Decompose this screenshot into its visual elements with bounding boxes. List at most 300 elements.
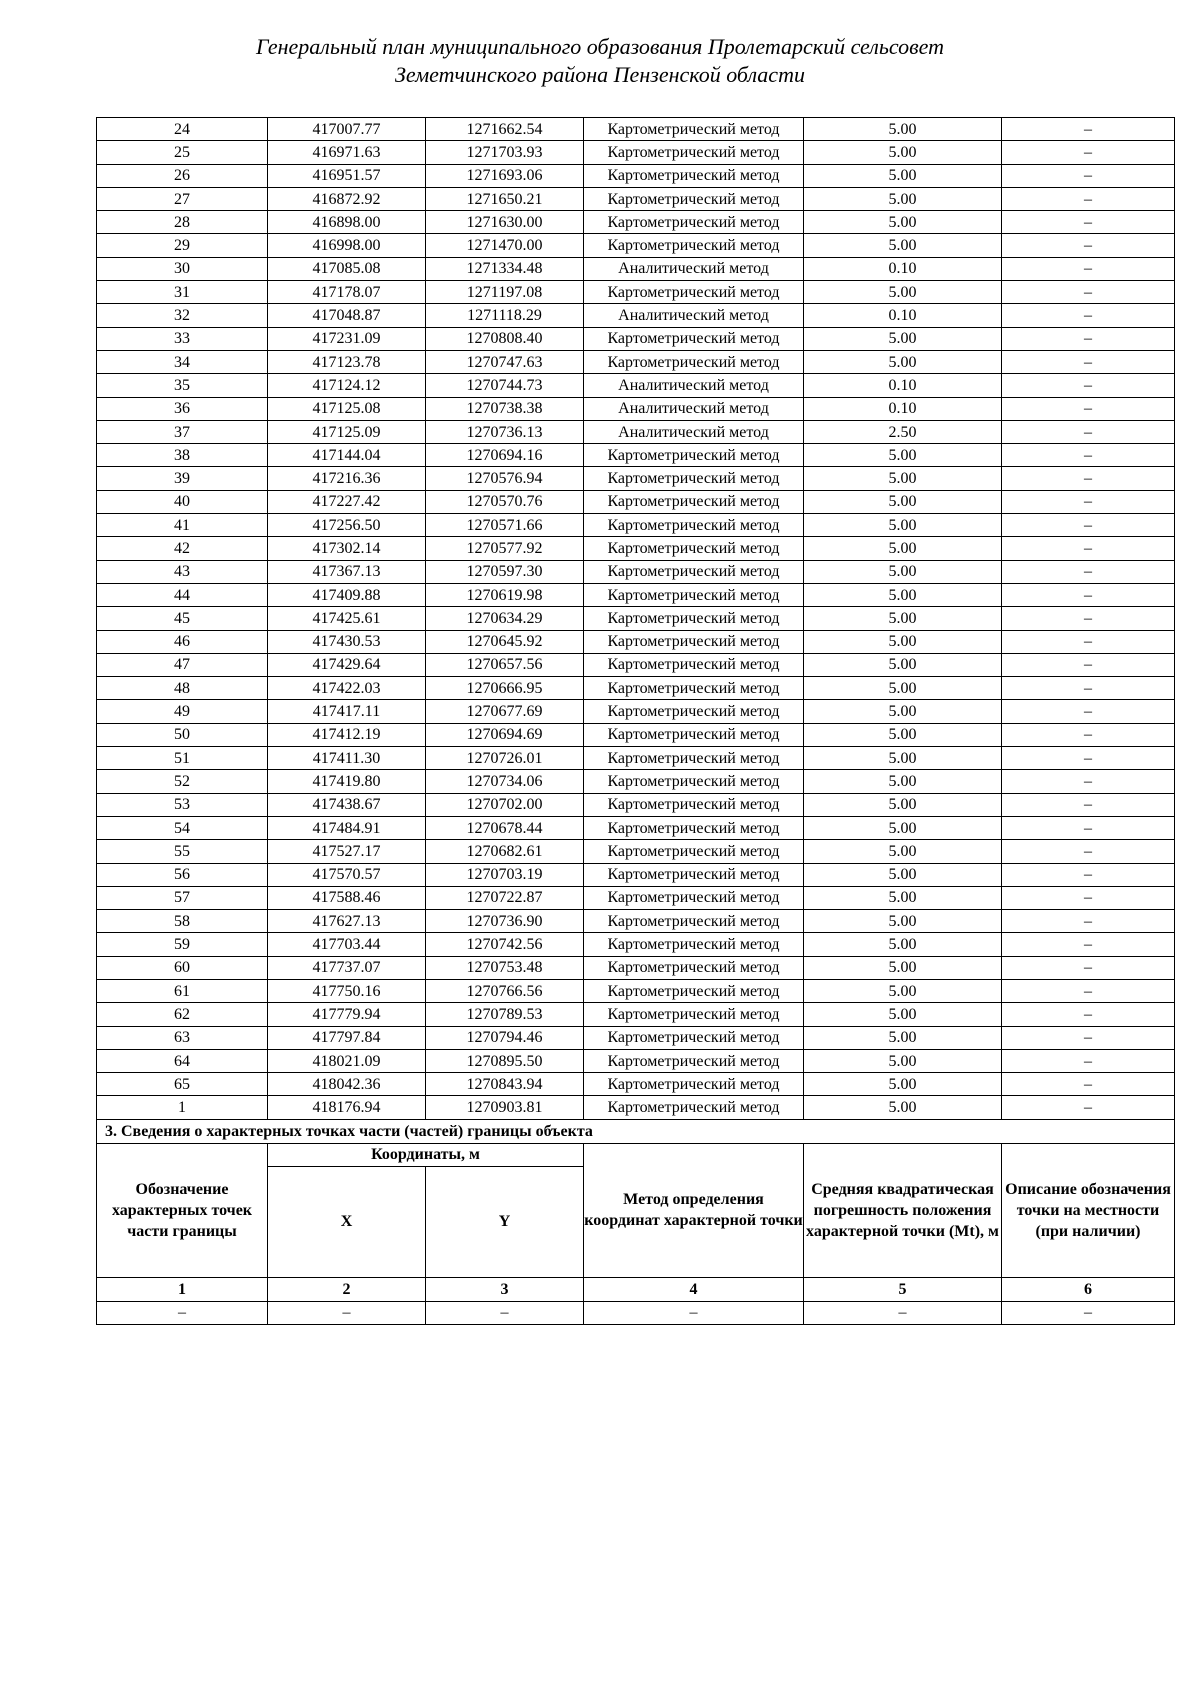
point-number-cell: 31	[97, 281, 268, 304]
method-cell: Картометрический метод	[584, 514, 804, 537]
method-cell: Картометрический метод	[584, 211, 804, 234]
description-cell: –	[1002, 164, 1175, 187]
x-coordinate-cell: 417256.50	[268, 514, 426, 537]
description-cell: –	[1002, 234, 1175, 257]
y-coordinate-cell: 1270576.94	[426, 467, 584, 490]
point-number-cell: 43	[97, 560, 268, 583]
mean-error-cell: 5.00	[804, 979, 1002, 1002]
y-coordinate-cell: 1270682.61	[426, 840, 584, 863]
table-row	[97, 211, 1175, 234]
point-number-cell: 40	[97, 490, 268, 513]
point-number-cell: 60	[97, 956, 268, 979]
point-number-cell: 24	[97, 118, 268, 141]
mean-error-cell: 5.00	[804, 653, 1002, 676]
mean-error-cell: 5.00	[804, 560, 1002, 583]
y-coordinate-cell: 1271703.93	[426, 141, 584, 164]
column-number: 2	[268, 1277, 426, 1301]
x-coordinate-cell: 416872.92	[268, 187, 426, 210]
description-cell: –	[1002, 677, 1175, 700]
description-cell: –	[1002, 979, 1175, 1002]
table-row	[97, 677, 1175, 700]
y-coordinate-cell: 1270619.98	[426, 583, 584, 606]
x-coordinate-cell: 417125.08	[268, 397, 426, 420]
x-coordinate-cell: 416998.00	[268, 234, 426, 257]
x-coordinate-cell: 416898.00	[268, 211, 426, 234]
point-number-cell: 56	[97, 863, 268, 886]
mean-error-cell: 0.10	[804, 257, 1002, 280]
method-cell: Картометрический метод	[584, 793, 804, 816]
x-coordinate-cell: 417438.67	[268, 793, 426, 816]
x-coordinate-cell: 417007.77	[268, 118, 426, 141]
method-cell: Картометрический метод	[584, 653, 804, 676]
method-cell: Картометрический метод	[584, 1073, 804, 1096]
mean-error-cell: 5.00	[804, 211, 1002, 234]
y-coordinate-cell: 1270736.90	[426, 910, 584, 933]
method-cell: Картометрический метод	[584, 444, 804, 467]
table-row	[97, 979, 1175, 1002]
y-coordinate-cell: 1271118.29	[426, 304, 584, 327]
method-cell: Картометрический метод	[584, 141, 804, 164]
table-row	[97, 770, 1175, 793]
description-cell: –	[1002, 723, 1175, 746]
method-cell: Аналитический метод	[584, 257, 804, 280]
point-number-cell: 33	[97, 327, 268, 350]
y-coordinate-cell: 1270570.76	[426, 490, 584, 513]
point-number-cell: 54	[97, 816, 268, 839]
method-cell: Картометрический метод	[584, 700, 804, 723]
point-number-cell: 55	[97, 840, 268, 863]
description-cell: –	[1002, 1073, 1175, 1096]
mean-error-cell: 5.00	[804, 234, 1002, 257]
section-3-title: 3. Сведения о характерных точках части (частей) границы объекта	[97, 1119, 1175, 1143]
description-cell: –	[1002, 700, 1175, 723]
description-cell: –	[1002, 1026, 1175, 1049]
mean-error-cell: 5.00	[804, 840, 1002, 863]
empty-cell: –	[1002, 1301, 1175, 1324]
description-cell: –	[1002, 840, 1175, 863]
mean-error-cell: 2.50	[804, 420, 1002, 443]
point-number-cell: 30	[97, 257, 268, 280]
method-cell: Картометрический метод	[584, 1049, 804, 1072]
column-number: 1	[97, 1277, 268, 1301]
table-row	[97, 420, 1175, 443]
mean-error-cell: 5.00	[804, 1026, 1002, 1049]
x-coordinate-cell: 418042.36	[268, 1073, 426, 1096]
description-cell: –	[1002, 514, 1175, 537]
section-3-title-row	[97, 1119, 1175, 1143]
table-row	[97, 514, 1175, 537]
x-coordinate-cell: 417570.57	[268, 863, 426, 886]
x-coordinate-cell: 417737.07	[268, 956, 426, 979]
y-coordinate-cell: 1270766.56	[426, 979, 584, 1002]
description-cell: –	[1002, 1096, 1175, 1119]
x-coordinate-cell: 417227.42	[268, 490, 426, 513]
description-cell: –	[1002, 374, 1175, 397]
x-coordinate-cell: 417411.30	[268, 747, 426, 770]
point-number-cell: 48	[97, 677, 268, 700]
point-number-cell: 49	[97, 700, 268, 723]
x-coordinate-cell: 417125.09	[268, 420, 426, 443]
y-coordinate-cell: 1271630.00	[426, 211, 584, 234]
table-row	[97, 1073, 1175, 1096]
method-cell: Картометрический метод	[584, 910, 804, 933]
header-description: Описание обозначения точки на местности (при наличии)	[1002, 1143, 1175, 1277]
empty-cell: –	[584, 1301, 804, 1324]
x-coordinate-cell: 417588.46	[268, 886, 426, 909]
y-coordinate-cell: 1270726.01	[426, 747, 584, 770]
y-coordinate-cell: 1270744.73	[426, 374, 584, 397]
y-coordinate-cell: 1270736.13	[426, 420, 584, 443]
table-row	[97, 444, 1175, 467]
y-coordinate-cell: 1270677.69	[426, 700, 584, 723]
point-number-cell: 47	[97, 653, 268, 676]
mean-error-cell: 5.00	[804, 1096, 1002, 1119]
method-cell: Картометрический метод	[584, 770, 804, 793]
table-row	[97, 816, 1175, 839]
mean-error-cell: 5.00	[804, 327, 1002, 350]
description-cell: –	[1002, 630, 1175, 653]
description-cell: –	[1002, 420, 1175, 443]
x-coordinate-cell: 416971.63	[268, 141, 426, 164]
point-number-cell: 64	[97, 1049, 268, 1072]
point-number-cell: 44	[97, 583, 268, 606]
y-coordinate-cell: 1270678.44	[426, 816, 584, 839]
x-coordinate-cell: 417750.16	[268, 979, 426, 1002]
y-coordinate-cell: 1270694.69	[426, 723, 584, 746]
method-cell: Картометрический метод	[584, 630, 804, 653]
method-cell: Картометрический метод	[584, 490, 804, 513]
table-row	[97, 700, 1175, 723]
description-cell: –	[1002, 910, 1175, 933]
x-coordinate-cell: 417302.14	[268, 537, 426, 560]
point-number-cell: 58	[97, 910, 268, 933]
mean-error-cell: 5.00	[804, 956, 1002, 979]
header-line-2: Земетчинского района Пензенской области	[395, 62, 805, 87]
mean-error-cell: 5.00	[804, 677, 1002, 700]
empty-cell: –	[97, 1301, 268, 1324]
table-row	[97, 583, 1175, 606]
point-number-cell: 26	[97, 164, 268, 187]
point-number-cell: 65	[97, 1073, 268, 1096]
y-coordinate-cell: 1270895.50	[426, 1049, 584, 1072]
mean-error-cell: 5.00	[804, 1049, 1002, 1072]
method-cell: Картометрический метод	[584, 350, 804, 373]
method-cell: Картометрический метод	[584, 956, 804, 979]
x-coordinate-cell: 417797.84	[268, 1026, 426, 1049]
description-cell: –	[1002, 560, 1175, 583]
mean-error-cell: 5.00	[804, 793, 1002, 816]
method-cell: Аналитический метод	[584, 397, 804, 420]
description-cell: –	[1002, 1049, 1175, 1072]
x-coordinate-cell: 418176.94	[268, 1096, 426, 1119]
description-cell: –	[1002, 863, 1175, 886]
point-number-cell: 28	[97, 211, 268, 234]
point-number-cell: 59	[97, 933, 268, 956]
description-cell: –	[1002, 537, 1175, 560]
method-cell: Картометрический метод	[584, 537, 804, 560]
y-coordinate-cell: 1270794.46	[426, 1026, 584, 1049]
description-cell: –	[1002, 397, 1175, 420]
x-coordinate-cell: 417527.17	[268, 840, 426, 863]
y-coordinate-cell: 1271662.54	[426, 118, 584, 141]
x-coordinate-cell: 417048.87	[268, 304, 426, 327]
x-coordinate-cell: 417144.04	[268, 444, 426, 467]
description-cell: –	[1002, 607, 1175, 630]
description-cell: –	[1002, 281, 1175, 304]
y-coordinate-cell: 1270703.19	[426, 863, 584, 886]
point-number-cell: 34	[97, 350, 268, 373]
x-coordinate-cell: 416951.57	[268, 164, 426, 187]
mean-error-cell: 0.10	[804, 374, 1002, 397]
table-row	[97, 607, 1175, 630]
method-cell: Картометрический метод	[584, 1096, 804, 1119]
x-coordinate-cell: 417419.80	[268, 770, 426, 793]
y-coordinate-cell: 1271334.48	[426, 257, 584, 280]
description-cell: –	[1002, 956, 1175, 979]
x-coordinate-cell: 417178.07	[268, 281, 426, 304]
method-cell: Картометрический метод	[584, 607, 804, 630]
mean-error-cell: 5.00	[804, 747, 1002, 770]
y-coordinate-cell: 1270738.38	[426, 397, 584, 420]
header-y: Y	[426, 1166, 584, 1277]
y-coordinate-cell: 1270747.63	[426, 350, 584, 373]
column-number: 4	[584, 1277, 804, 1301]
table-row	[97, 910, 1175, 933]
point-number-cell: 51	[97, 747, 268, 770]
description-cell: –	[1002, 793, 1175, 816]
point-number-cell: 39	[97, 467, 268, 490]
y-coordinate-cell: 1270634.29	[426, 607, 584, 630]
column-number: 5	[804, 1277, 1002, 1301]
description-cell: –	[1002, 304, 1175, 327]
mean-error-cell: 5.00	[804, 770, 1002, 793]
table-row	[97, 840, 1175, 863]
x-coordinate-cell: 417085.08	[268, 257, 426, 280]
y-coordinate-cell: 1270903.81	[426, 1096, 584, 1119]
table-row	[97, 537, 1175, 560]
point-number-cell: 1	[97, 1096, 268, 1119]
y-coordinate-cell: 1271197.08	[426, 281, 584, 304]
mean-error-cell: 5.00	[804, 281, 1002, 304]
method-cell: Картометрический метод	[584, 863, 804, 886]
x-coordinate-cell: 417425.61	[268, 607, 426, 630]
x-coordinate-cell: 417412.19	[268, 723, 426, 746]
point-number-cell: 52	[97, 770, 268, 793]
x-coordinate-cell: 417430.53	[268, 630, 426, 653]
method-cell: Картометрический метод	[584, 164, 804, 187]
section-3	[97, 1119, 1175, 1324]
point-number-cell: 27	[97, 187, 268, 210]
method-cell: Картометрический метод	[584, 979, 804, 1002]
point-number-cell: 45	[97, 607, 268, 630]
mean-error-cell: 5.00	[804, 933, 1002, 956]
method-cell: Картометрический метод	[584, 467, 804, 490]
method-cell: Аналитический метод	[584, 374, 804, 397]
point-number-cell: 50	[97, 723, 268, 746]
y-coordinate-cell: 1271650.21	[426, 187, 584, 210]
x-coordinate-cell: 417367.13	[268, 560, 426, 583]
y-coordinate-cell: 1270597.30	[426, 560, 584, 583]
x-coordinate-cell: 417422.03	[268, 677, 426, 700]
method-cell: Картометрический метод	[584, 933, 804, 956]
mean-error-cell: 5.00	[804, 514, 1002, 537]
description-cell: –	[1002, 187, 1175, 210]
description-cell: –	[1002, 211, 1175, 234]
method-cell: Картометрический метод	[584, 747, 804, 770]
mean-error-cell: 5.00	[804, 816, 1002, 839]
description-cell: –	[1002, 350, 1175, 373]
x-coordinate-cell: 417124.12	[268, 374, 426, 397]
mean-error-cell: 5.00	[804, 537, 1002, 560]
table-row	[97, 886, 1175, 909]
x-coordinate-cell: 417627.13	[268, 910, 426, 933]
x-coordinate-cell: 417417.11	[268, 700, 426, 723]
header-x: X	[268, 1166, 426, 1277]
x-coordinate-cell: 417484.91	[268, 816, 426, 839]
mean-error-cell: 5.00	[804, 467, 1002, 490]
mean-error-cell: 5.00	[804, 141, 1002, 164]
section-3-header-row-1	[97, 1143, 1175, 1166]
table-row	[97, 327, 1175, 350]
point-number-cell: 57	[97, 886, 268, 909]
mean-error-cell: 5.00	[804, 583, 1002, 606]
mean-error-cell: 5.00	[804, 607, 1002, 630]
mean-error-cell: 5.00	[804, 164, 1002, 187]
mean-error-cell: 0.10	[804, 397, 1002, 420]
mean-error-cell: 5.00	[804, 1003, 1002, 1026]
header-method: Метод определения координат характерной точки	[584, 1143, 804, 1277]
y-coordinate-cell: 1270753.48	[426, 956, 584, 979]
table-row	[97, 863, 1175, 886]
table-row	[97, 164, 1175, 187]
column-number: 6	[1002, 1277, 1175, 1301]
header-line-1: Генеральный план муниципального образования Пролетарский сельсовет	[255, 34, 944, 59]
y-coordinate-cell: 1271693.06	[426, 164, 584, 187]
description-cell: –	[1002, 257, 1175, 280]
table-row	[97, 187, 1175, 210]
column-number-row	[97, 1277, 1175, 1301]
x-coordinate-cell: 417123.78	[268, 350, 426, 373]
description-cell: –	[1002, 933, 1175, 956]
point-number-cell: 25	[97, 141, 268, 164]
method-cell: Аналитический метод	[584, 304, 804, 327]
x-coordinate-cell: 417703.44	[268, 933, 426, 956]
x-coordinate-cell: 417429.64	[268, 653, 426, 676]
mean-error-cell: 5.00	[804, 118, 1002, 141]
description-cell: –	[1002, 747, 1175, 770]
table-row	[97, 257, 1175, 280]
method-cell: Картометрический метод	[584, 560, 804, 583]
table-row	[97, 234, 1175, 257]
x-coordinate-cell: 418021.09	[268, 1049, 426, 1072]
empty-cell: –	[268, 1301, 426, 1324]
point-number-cell: 37	[97, 420, 268, 443]
method-cell: Картометрический метод	[584, 816, 804, 839]
coordinates-table	[96, 117, 1175, 1325]
table-row	[97, 653, 1175, 676]
table-row	[97, 956, 1175, 979]
method-cell: Аналитический метод	[584, 420, 804, 443]
y-coordinate-cell: 1270694.16	[426, 444, 584, 467]
point-number-cell: 38	[97, 444, 268, 467]
description-cell: –	[1002, 886, 1175, 909]
method-cell: Картометрический метод	[584, 234, 804, 257]
point-number-cell: 32	[97, 304, 268, 327]
method-cell: Картометрический метод	[584, 677, 804, 700]
mean-error-cell: 5.00	[804, 350, 1002, 373]
y-coordinate-cell: 1270742.56	[426, 933, 584, 956]
y-coordinate-cell: 1270571.66	[426, 514, 584, 537]
table-row	[97, 350, 1175, 373]
point-number-cell: 35	[97, 374, 268, 397]
table-row	[97, 490, 1175, 513]
point-number-cell: 41	[97, 514, 268, 537]
table-row	[97, 630, 1175, 653]
x-coordinate-cell: 417231.09	[268, 327, 426, 350]
point-number-cell: 46	[97, 630, 268, 653]
method-cell: Картометрический метод	[584, 583, 804, 606]
document-header	[0, 33, 1200, 89]
table-row	[97, 397, 1175, 420]
description-cell: –	[1002, 653, 1175, 676]
coordinate-rows	[97, 118, 1175, 1120]
header-mean-error: Средняя квадратическая погрешность положения характерной точки (Mt), м	[804, 1143, 1002, 1277]
table-row	[97, 141, 1175, 164]
point-number-cell: 53	[97, 793, 268, 816]
mean-error-cell: 5.00	[804, 863, 1002, 886]
mean-error-cell: 5.00	[804, 630, 1002, 653]
table-row	[97, 281, 1175, 304]
y-coordinate-cell: 1270808.40	[426, 327, 584, 350]
table-row	[97, 1003, 1175, 1026]
table-row	[97, 933, 1175, 956]
header-coordinates: Координаты, м	[268, 1143, 584, 1166]
description-cell: –	[1002, 118, 1175, 141]
method-cell: Картометрический метод	[584, 118, 804, 141]
point-number-cell: 63	[97, 1026, 268, 1049]
header-point-designation: Обозначение характерных точек части границы	[97, 1143, 268, 1277]
y-coordinate-cell: 1270577.92	[426, 537, 584, 560]
y-coordinate-cell: 1270843.94	[426, 1073, 584, 1096]
method-cell: Картометрический метод	[584, 723, 804, 746]
table-row	[97, 118, 1175, 141]
empty-cell: –	[426, 1301, 584, 1324]
table-row	[97, 467, 1175, 490]
table-row	[97, 304, 1175, 327]
mean-error-cell: 5.00	[804, 700, 1002, 723]
method-cell: Картометрический метод	[584, 1026, 804, 1049]
y-coordinate-cell: 1270722.87	[426, 886, 584, 909]
method-cell: Картометрический метод	[584, 327, 804, 350]
empty-cell: –	[804, 1301, 1002, 1324]
mean-error-cell: 5.00	[804, 490, 1002, 513]
mean-error-cell: 5.00	[804, 910, 1002, 933]
table-row	[97, 1026, 1175, 1049]
description-cell: –	[1002, 141, 1175, 164]
description-cell: –	[1002, 467, 1175, 490]
y-coordinate-cell: 1271470.00	[426, 234, 584, 257]
mean-error-cell: 5.00	[804, 886, 1002, 909]
y-coordinate-cell: 1270666.95	[426, 677, 584, 700]
point-number-cell: 62	[97, 1003, 268, 1026]
method-cell: Картометрический метод	[584, 187, 804, 210]
description-cell: –	[1002, 1003, 1175, 1026]
mean-error-cell: 5.00	[804, 187, 1002, 210]
column-number: 3	[426, 1277, 584, 1301]
x-coordinate-cell: 417409.88	[268, 583, 426, 606]
description-cell: –	[1002, 444, 1175, 467]
mean-error-cell: 5.00	[804, 444, 1002, 467]
